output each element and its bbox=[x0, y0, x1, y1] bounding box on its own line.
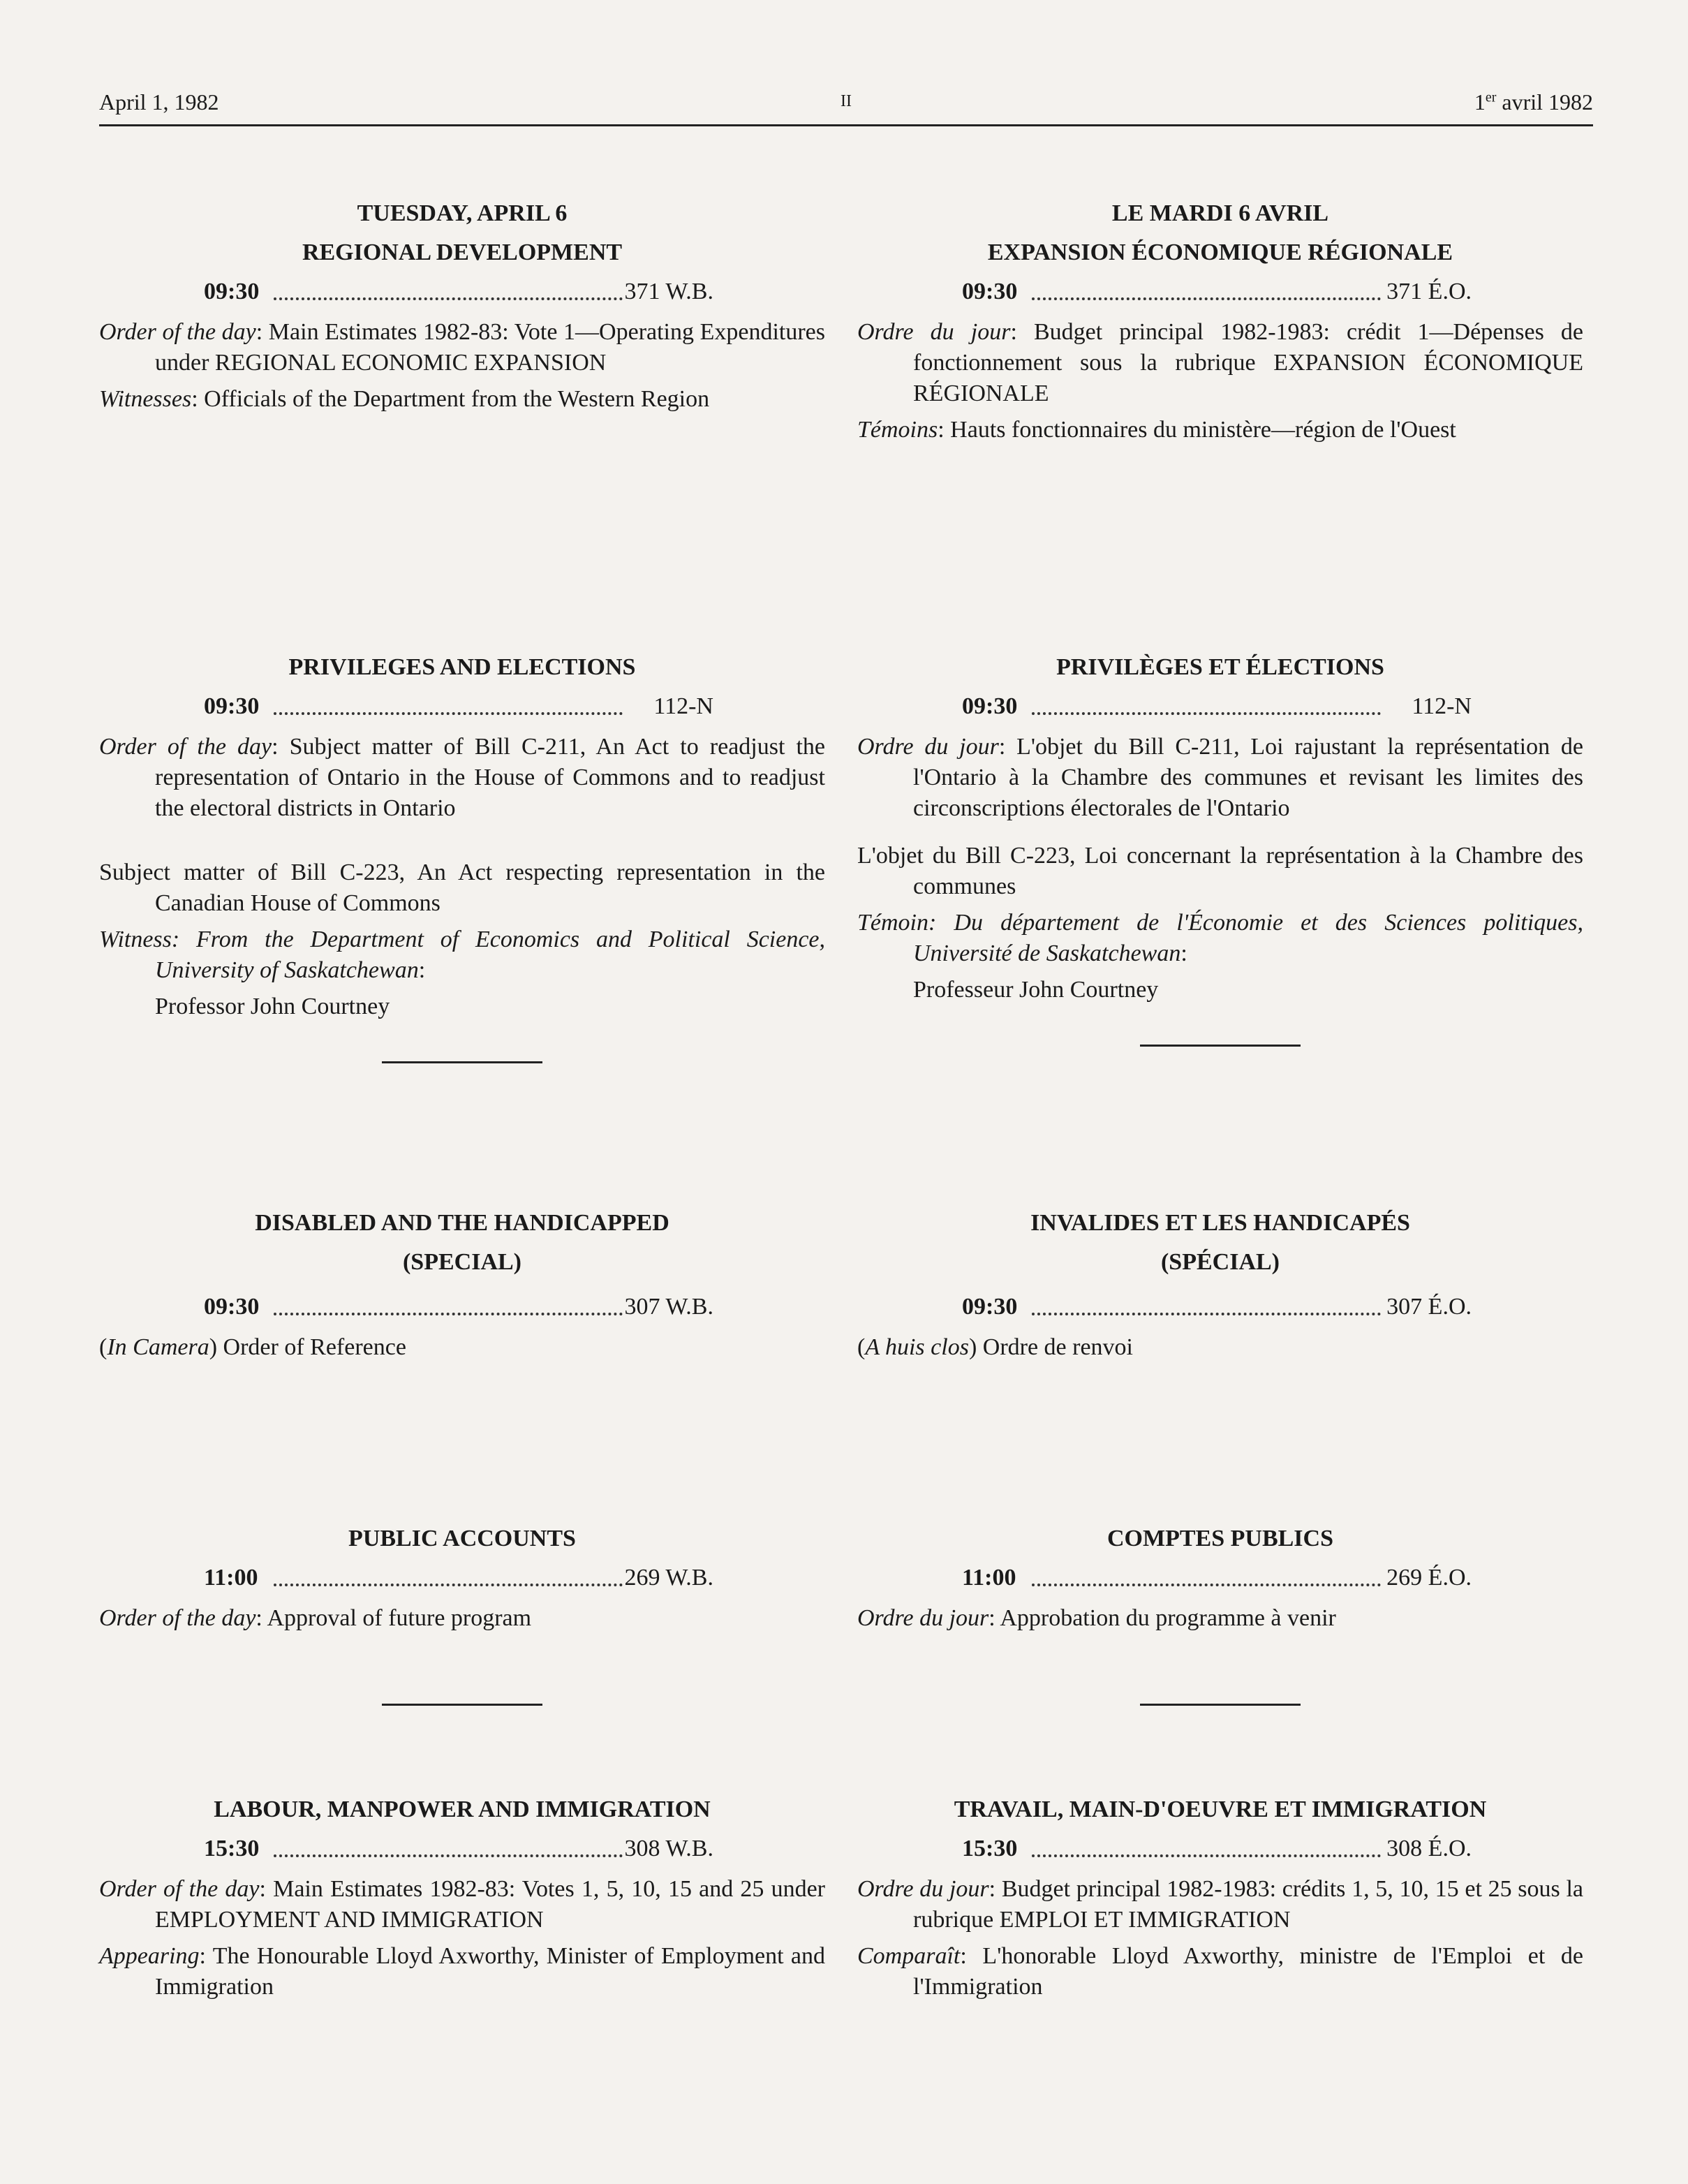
meeting-time: 09:30 bbox=[962, 687, 1019, 726]
committee-title: TRAVAIL, MAIN-D'OEUVRE ET IMMIGRATION bbox=[954, 1796, 1487, 1822]
time-room-line bbox=[204, 1558, 713, 1598]
divider bbox=[1140, 1045, 1301, 1047]
committee-title: PUBLIC ACCOUNTS bbox=[348, 1526, 576, 1551]
meeting-time: 09:30 bbox=[962, 1287, 1019, 1327]
order-of-the-day: Order of the day: Main Estimates 1982-83: Votes 1, 5, 10, 15 and 25 under EMPLOYMENT AND IMMIGRATION bbox=[99, 1876, 826, 1933]
committee-title: INVALIDES ET LES HANDICAPÉS bbox=[1030, 1210, 1410, 1236]
divider bbox=[1140, 1704, 1301, 1706]
meeting-comptes-publics bbox=[857, 1519, 1583, 1706]
day-heading: LE MARDI 6 AVRIL bbox=[1111, 200, 1329, 226]
appearing: Appearing: The Honourable Lloyd Axworthy, Minister of Employment and Immigration bbox=[99, 1943, 825, 2000]
committee-title: PRIVILÈGES ET ÉLECTIONS bbox=[1056, 654, 1384, 680]
ordre-de-renvoi: (A huis clos) Ordre de renvoi bbox=[857, 1334, 1134, 1360]
header-date-fr: 1er avril 1982 bbox=[1474, 89, 1593, 115]
header-date-en: April 1, 1982 bbox=[99, 89, 219, 115]
time-room-line bbox=[204, 1829, 713, 1868]
page-number: II bbox=[841, 92, 852, 110]
committee-title: REGIONAL DEVELOPMENT bbox=[302, 239, 623, 265]
meeting-privileges-elections bbox=[99, 648, 825, 1063]
time-room-line bbox=[962, 687, 1472, 726]
comparait: Comparaît: L'honorable Lloyd Axworthy, ministre de l'Emploi et de l'Immigration bbox=[857, 1943, 1583, 2000]
committee-subtitle: (SPÉCIAL) bbox=[1160, 1249, 1280, 1275]
meeting-time: 09:30 bbox=[204, 272, 260, 311]
order-of-the-day: Order of the day: Subject matter of Bill C-211, An Act to readjust the representation of Ontario in the House of Commons and to readjust the electoral districts in Ontario bbox=[99, 734, 826, 821]
ordre-du-jour: Ordre du jour: L'objet du Bill C-211, Loi rajustant la représentation de l'Ontario à la Chambre des communes et revisant les limites des circonscriptions électorales de l'Ontario bbox=[857, 734, 1584, 821]
committee-title: LABOUR, MANPOWER AND IMMIGRATION bbox=[214, 1796, 711, 1822]
meeting-time: 09:30 bbox=[204, 1287, 260, 1327]
committee-title: PRIVILEGES AND ELECTIONS bbox=[288, 654, 636, 680]
meeting-room: 308 É.O. bbox=[1385, 1829, 1472, 1868]
meeting-regional-development bbox=[99, 194, 825, 420]
meeting-room: 308 W.B. bbox=[623, 1829, 713, 1868]
meeting-invalides-handicapes bbox=[857, 1204, 1583, 1368]
meeting-public-accounts bbox=[99, 1519, 825, 1706]
order-of-the-day: Order of the day: Main Estimates 1982-83: Vote 1—Operating Expenditures under REGIONAL ECONOMIC EXPANSION bbox=[99, 319, 826, 376]
meeting-room: 307 É.O. bbox=[1385, 1287, 1472, 1327]
witness-name: Professeur John Courtney bbox=[913, 977, 1159, 1003]
divider bbox=[382, 1061, 542, 1063]
meeting-expansion-economique bbox=[857, 194, 1583, 451]
divider bbox=[382, 1704, 542, 1706]
meeting-disabled-handicapped bbox=[99, 1204, 825, 1368]
time-room-line bbox=[962, 272, 1472, 311]
time-room-line bbox=[204, 272, 713, 311]
time-room-line bbox=[204, 687, 713, 726]
witness: Witness: From the Department of Economics and Political Science, University of Saskatchewan: bbox=[99, 927, 825, 983]
witnesses: Witnesses: Officials of the Department from the Western Region bbox=[99, 386, 710, 412]
order-of-reference: (In Camera) Order of Reference bbox=[99, 1334, 406, 1360]
meeting-time: 15:30 bbox=[204, 1829, 260, 1868]
meeting-labour-manpower bbox=[99, 1790, 825, 2008]
time-room-line bbox=[204, 1287, 713, 1327]
meeting-privileges-elections-fr bbox=[857, 648, 1583, 1047]
meeting-time: 11:00 bbox=[962, 1558, 1017, 1598]
order-of-the-day: Order of the day: Approval of future program bbox=[99, 1605, 532, 1631]
objet-du-bill: L'objet du Bill C-223, Loi concernant la représentation à la Chambre des communes bbox=[857, 843, 1583, 899]
meeting-time: 11:00 bbox=[204, 1558, 259, 1598]
time-room-line bbox=[962, 1558, 1472, 1598]
subject-matter: Subject matter of Bill C-223, An Act respecting representation in the Canadian House of Commons bbox=[99, 859, 825, 916]
page-header bbox=[99, 89, 1593, 126]
committee-title: EXPANSION ÉCONOMIQUE RÉGIONALE bbox=[987, 239, 1453, 265]
meeting-room: 269 É.O. bbox=[1385, 1558, 1472, 1598]
ordre-du-jour: Ordre du jour: Budget principal 1982-1983: crédit 1—Dépenses de fonctionnement sous la rubrique EXPANSION ÉCONOMIQUE RÉGIONALE bbox=[857, 319, 1583, 406]
meeting-room: 307 W.B. bbox=[623, 1287, 713, 1327]
meeting-time: 15:30 bbox=[962, 1829, 1019, 1868]
time-room-line bbox=[962, 1829, 1472, 1868]
ordre-du-jour: Ordre du jour: Budget principal 1982-1983: crédits 1, 5, 10, 15 et 25 sous la rubrique EMPLOI ET IMMIGRATION bbox=[857, 1876, 1584, 1933]
meeting-travail-main-doeuvre bbox=[857, 1790, 1583, 2008]
meeting-time: 09:30 bbox=[962, 272, 1019, 311]
meeting-room: 269 W.B. bbox=[623, 1558, 713, 1598]
meeting-room: 371 É.O. bbox=[1385, 272, 1472, 311]
temoins: Témoins: Hauts fonctionnaires du ministère—région de l'Ouest bbox=[857, 417, 1456, 443]
time-room-line bbox=[962, 1287, 1472, 1327]
ordre-du-jour: Ordre du jour: Approbation du programme à venir bbox=[857, 1605, 1336, 1631]
committee-subtitle: (SPECIAL) bbox=[402, 1249, 522, 1275]
meeting-room: 112-N bbox=[1410, 687, 1472, 726]
committee-title: COMPTES PUBLICS bbox=[1107, 1526, 1333, 1551]
committee-title: DISABLED AND THE HANDICAPPED bbox=[255, 1210, 669, 1236]
meeting-room: 112-N bbox=[652, 687, 713, 726]
witness-name: Professor John Courtney bbox=[155, 994, 390, 1019]
day-heading: TUESDAY, APRIL 6 bbox=[357, 200, 568, 226]
temoin: Témoin: Du département de l'Économie et des Sciences politiques, Université de Saskatchewan: bbox=[857, 910, 1583, 966]
meeting-room: 371 W.B. bbox=[623, 272, 713, 311]
meeting-time: 09:30 bbox=[204, 687, 260, 726]
